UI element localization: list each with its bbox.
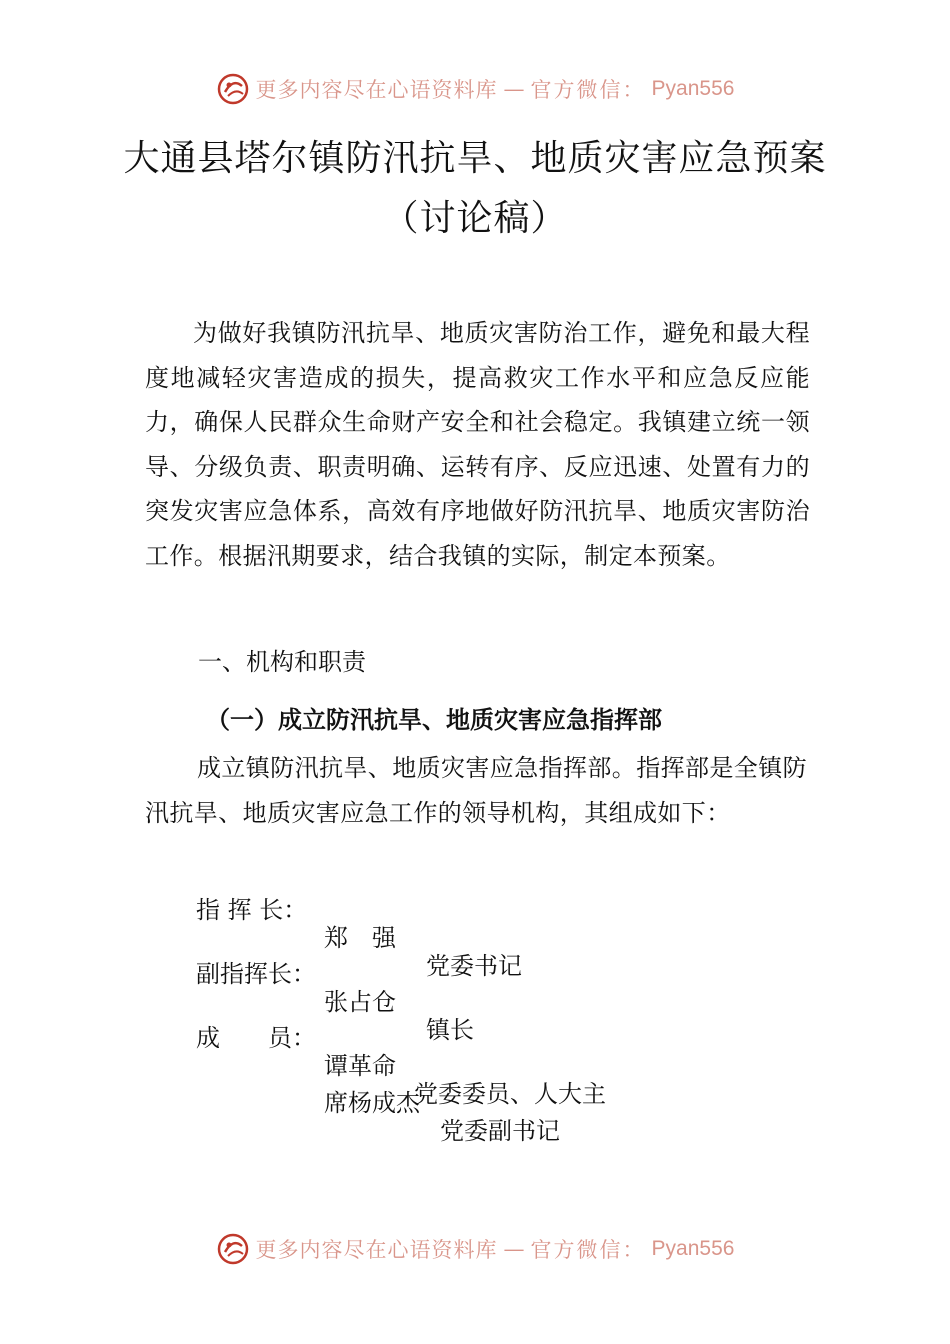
subsection-heading: （一）成立防汛抗旱、地质灾害应急指挥部 <box>206 706 662 734</box>
member-post: 党委委员、人大主 <box>414 1080 606 1108</box>
brand-logo-icon <box>216 72 250 106</box>
member-role: 成 员： <box>196 1024 316 1052</box>
watermark-text: 更多内容尽在心语资料库 <box>255 1238 498 1262</box>
document-subtitle: （讨论稿） <box>382 198 568 239</box>
watermark-separator: — <box>503 1237 525 1261</box>
member-post: 镇长 <box>426 1016 474 1044</box>
watermark-separator: — <box>503 77 525 101</box>
watermark-label: 官方微信： <box>530 1238 646 1262</box>
watermark-wechat-id: Pyan556 <box>651 1237 735 1260</box>
member-post: 党委副书记 <box>440 1117 560 1145</box>
member-name: 谭革命 <box>324 1052 396 1080</box>
member-name: 席杨成杰 <box>324 1089 420 1117</box>
member-post: 党委书记 <box>426 952 522 980</box>
document-title: 大通县塔尔镇防汛抗旱、地质灾害应急预案 <box>123 138 827 179</box>
intro-paragraph: 为做好我镇防汛抗旱、地质灾害防治工作，避免和最大程度地减轻灾害造成的损失，提高救灾工作水平和应急反应能力，确保人民群众生命财产安全和社会稳定。我镇建立统一领导、分级负责、职责明确、运转有序、反应迅速、处置有力的突发灾害应急体系，高效有序地做好防汛抗旱、地质灾害防治工作。根据汛期要求，结合我镇的实际，制定本预案。 <box>145 319 810 570</box>
watermark-text: 更多内容尽在心语资料库 <box>255 78 498 102</box>
member-name: 郑 强 <box>324 924 396 952</box>
brand-logo-icon <box>216 1232 250 1266</box>
subsection-paragraph: 成立镇防汛抗旱、地质灾害应急指挥部。指挥部是全镇防汛抗旱、地质灾害应急工作的领导机构，其组成如下： <box>145 754 807 827</box>
member-role: 指 挥 长： <box>196 896 308 924</box>
member-role: 副指挥长： <box>196 960 316 988</box>
watermark-label: 官方微信： <box>530 78 646 102</box>
member-name: 张占仓 <box>324 988 396 1016</box>
section-heading: 一、机构和职责 <box>198 648 366 676</box>
watermark-header <box>0 72 950 106</box>
watermark-footer <box>0 1232 950 1266</box>
watermark-wechat-id: Pyan556 <box>651 77 735 100</box>
